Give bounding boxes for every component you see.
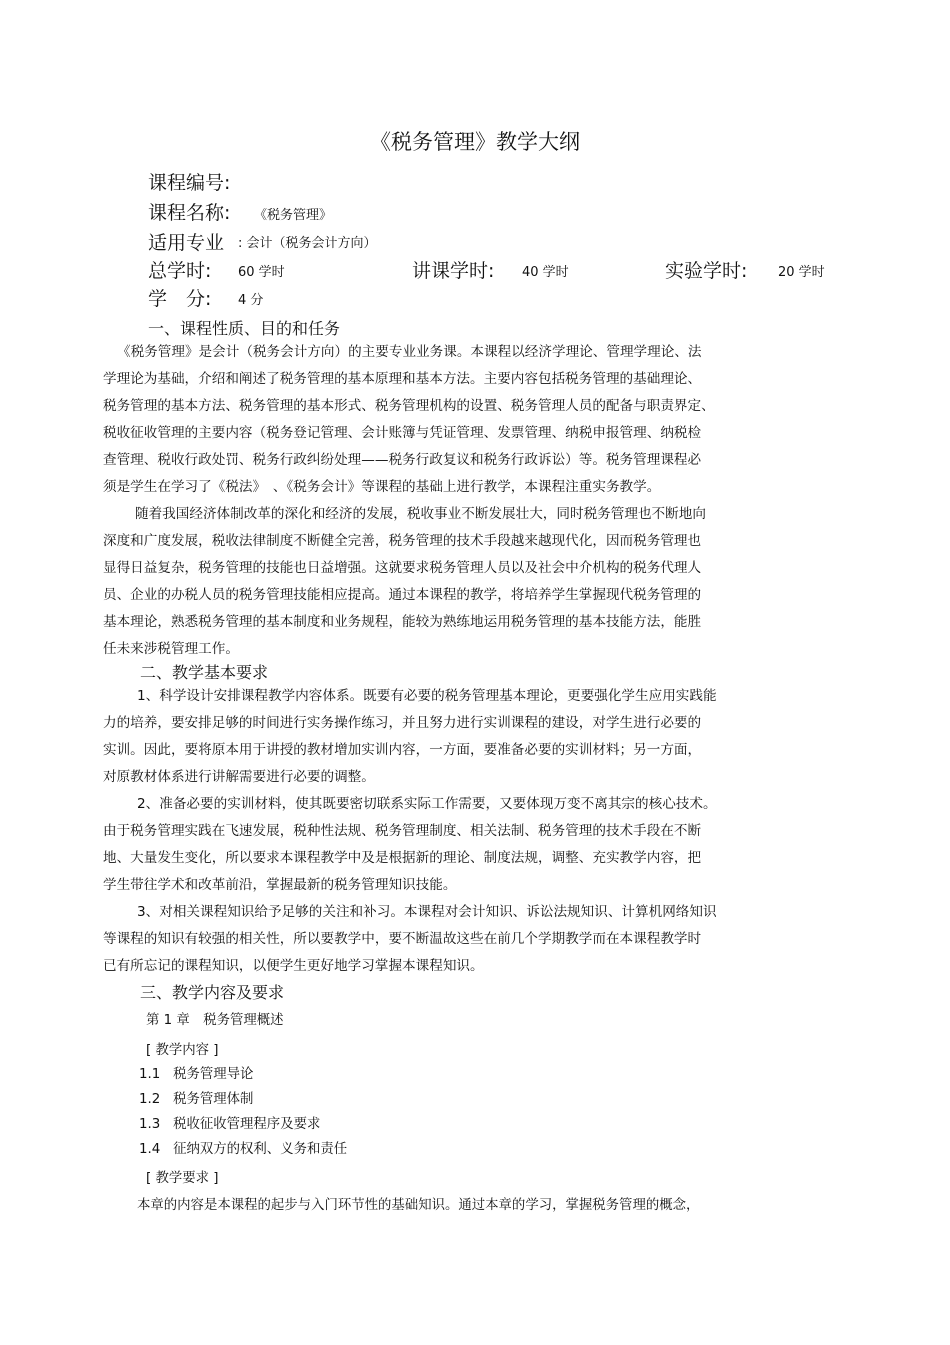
lecture-hours-value: 40 学时 — [522, 265, 569, 280]
text-line: 基本理论，熟悉税务管理的基本制度和业务规程，能较为熟练地运用税务管理的基本技能方法，能胜 — [103, 614, 702, 630]
text-line: 实训。因此，要将原本用于讲授的教材增加实训内容，一方面，要准备必要的实训材料；另一方面， — [103, 742, 702, 758]
text-line: 随着我国经济体制改革的深化和经济的发展，税收事业不断发展壮大，同时税务管理也不断地向 — [135, 506, 706, 522]
item-number: 1.2 — [139, 1092, 161, 1107]
text-line: 深度和广度发展，税收法律制度不断健全完善，税务管理的技术手段越来越现代化，因而税务管理也 — [103, 533, 702, 549]
list-item-1-3 — [139, 1113, 320, 1132]
text-line: 地、大量发生变化，所以要求本课程教学中及是根据新的理论、制度法规，调整、充实教学内容，把 — [103, 850, 702, 866]
total-hours-label: 总学时: — [148, 260, 212, 282]
section-1-paragraph-1 — [103, 339, 775, 501]
item-text: 征纳双方的权利、义务和责任 — [173, 1142, 348, 1157]
text-line: 1、科学设计安排课程教学内容体系。既要有必要的税务管理基本理论，更要强化学生应用实践能 — [137, 688, 717, 704]
text-line: 查管理、税收行政处罚、税务行政纠纷处理——税务行政复议和税务行政诉讼）等。税务管理课程必 — [103, 452, 702, 468]
item-number: 1.1 — [139, 1067, 161, 1082]
course-name-label: 课程名称: — [148, 202, 231, 224]
text-line: 等课程的知识有较强的相关性，所以要教学中，要不断温故这些在前几个学期教学而在本课程教学时 — [103, 931, 702, 947]
chapter-title: 第 1 章 税务管理概述 — [146, 1013, 284, 1028]
course-code-label: 课程编号: — [148, 172, 231, 194]
list-item-1-2 — [139, 1088, 253, 1107]
course-name-value: 《税务管理》 — [254, 208, 333, 223]
total-hours-value: 60 学时 — [238, 265, 285, 280]
item-text: 税务管理导论 — [173, 1067, 254, 1082]
requirements-text: 本章的内容是本课程的起步与入门环节性的基础知识。通过本章的学习，掌握税务管理的概念， — [137, 1198, 700, 1213]
item-number: 1.4 — [139, 1142, 161, 1157]
section-3-heading: 三、教学内容及要求 — [140, 983, 285, 1002]
section-2-paragraph-2 — [103, 791, 775, 899]
lab-hours-label: 实验学时: — [665, 260, 748, 282]
text-line: 税收征收管理的主要内容（税务登记管理、会计账簿与凭证管理、发票管理、纳税申报管理、纳税检 — [103, 425, 702, 441]
credit-value: 4 分 — [238, 293, 264, 308]
text-line: 学理论为基础，介绍和阐述了税务管理的基本原理和基本方法。主要内容包括税务管理的基础理论、 — [103, 371, 702, 387]
text-line: 须是学生在学习了《税法》 、《税务会计》等课程的基础上进行教学，本课程注重实务教学。 — [103, 479, 661, 495]
text-line: 由于税务管理实践在飞速发展，税种性法规、税务管理制度、相关法制、税务管理的技术手段在不断 — [103, 823, 702, 839]
section-1-paragraph-2 — [103, 501, 775, 663]
text-line: 已有所忘记的课程知识，以便学生更好地学习掌握本课程知识。 — [103, 958, 484, 974]
text-line: 对原教材体系进行讲解需要进行必要的调整。 — [103, 769, 375, 785]
lecture-hours-label: 讲课学时: — [412, 260, 495, 282]
major-value: : 会计（税务会计方向） — [238, 236, 377, 251]
text-line: 2、准备必要的实训材料，使其既要密切联系实际工作需要，又要体现万变不离其宗的核心技术。 — [137, 796, 717, 812]
section-2-heading: 二、教学基本要求 — [140, 663, 269, 682]
text-line: 《税务管理》是会计（税务会计方向）的主要专业业务课。本课程以经济学理论、管理学理论、法 — [117, 344, 702, 360]
text-line: 显得日益复杂，税务管理的技能也日益增强。这就要求税务管理人员以及社会中介机构的税务代理人 — [103, 560, 702, 576]
text-line: 员、企业的办税人员的税务管理技能相应提高。通过本课程的教学，将培养学生掌握现代税务管理的 — [103, 587, 702, 603]
text-line: 任未来涉税管理工作。 — [103, 641, 239, 657]
text-line: 3、对相关课程知识给予足够的关注和补习。本课程对会计知识、诉讼法规知识、计算机网络知识 — [137, 904, 717, 920]
item-text: 税务管理体制 — [173, 1092, 254, 1107]
content-label: [ 教学内容 ] — [146, 1043, 219, 1058]
text-line: 力的培养，要安排足够的时间进行实务操作练习，并且努力进行实训课程的建设，对学生进行必要的 — [103, 715, 702, 731]
section-2-paragraph-3 — [103, 899, 775, 980]
item-text: 税收征收管理程序及要求 — [173, 1117, 321, 1132]
text-line: 税务管理的基本方法、税务管理的基本形式、税务管理机构的设置、税务管理人员的配备与职责界定、 — [103, 398, 715, 414]
lab-hours-value: 20 学时 — [778, 265, 825, 280]
list-item-1-1 — [139, 1063, 253, 1082]
page-title: 《税务管理》教学大纲 — [370, 130, 580, 154]
list-item-1-4 — [139, 1138, 347, 1157]
section-1-heading: 一、课程性质、目的和任务 — [148, 319, 341, 338]
text-line: 学生带往学术和改革前沿，掌握最新的税务管理知识技能。 — [103, 877, 457, 893]
requirements-label: [ 教学要求 ] — [146, 1171, 219, 1186]
credit-label: 学 分: — [148, 288, 212, 310]
major-label: 适用专业 — [148, 232, 225, 254]
section-2-paragraph-1 — [103, 683, 775, 791]
item-number: 1.3 — [139, 1117, 161, 1132]
